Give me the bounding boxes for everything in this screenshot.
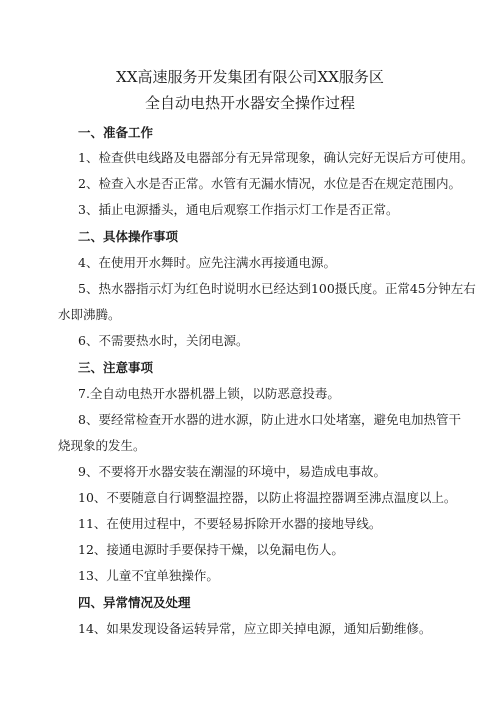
list-item: 5、热水器指示灯为红色时说明水已经达到100摄氏度。正常45分钟左右: [78, 281, 476, 296]
list-item: 2、检查入水是否正常。水管有无漏水情况，水位是否在规定范围内。: [78, 176, 461, 191]
list-item: 1、检查供电线路及电器部分有无异常现象，确认完好无误后方可使用。: [78, 150, 474, 165]
list-item: 11、在使用过程中，不要轻易拆除开水器的接地导线。: [78, 516, 382, 531]
list-item-continuation: 烧现象的发生。: [58, 438, 146, 453]
list-item: 7.全自动电热开水器机器上锁，以防恶意投毒。: [78, 386, 340, 401]
document-title-org: XX高速服务开发集团有限公司XX服务区: [116, 68, 384, 86]
list-item: 10、不要随意自行调整温控器，以防止将温控器调至沸点温度以上。: [78, 490, 457, 505]
list-item: 13、儿童不宜单独操作。: [78, 568, 219, 583]
list-item: 6、不需要热水时，关闭电源。: [78, 333, 249, 348]
list-item-continuation: 水即沸腾。: [58, 307, 121, 322]
section-heading-precautions: 三、注意事项: [78, 360, 154, 375]
list-item: 4、在使用开水舞时。应先注满水再接通电源。: [78, 255, 336, 270]
document-title: 全自动电热开水器安全操作过程: [144, 94, 355, 112]
list-item: 14、如果发现设备运转异常，应立即关掉电源，通知后勤维修。: [78, 621, 432, 636]
section-heading-preparation: 一、准备工作: [78, 125, 154, 140]
section-heading-operation: 二、具体操作事项: [78, 229, 179, 244]
list-item: 12、接通电源时手要保持干燥，以免漏电伤人。: [78, 542, 344, 557]
list-item: 3、插止电源播头，通电后观察工作指示灯工作是否正常。: [78, 202, 399, 217]
section-heading-exceptions: 四、异常情况及处理: [78, 595, 191, 610]
list-item: 9、不要将开水器安装在潮湿的环境中，易造成电事故。: [78, 464, 386, 479]
list-item: 8、要经常检查开水器的进水源，防止进水口处堵塞，避免电加热管干: [78, 412, 461, 427]
